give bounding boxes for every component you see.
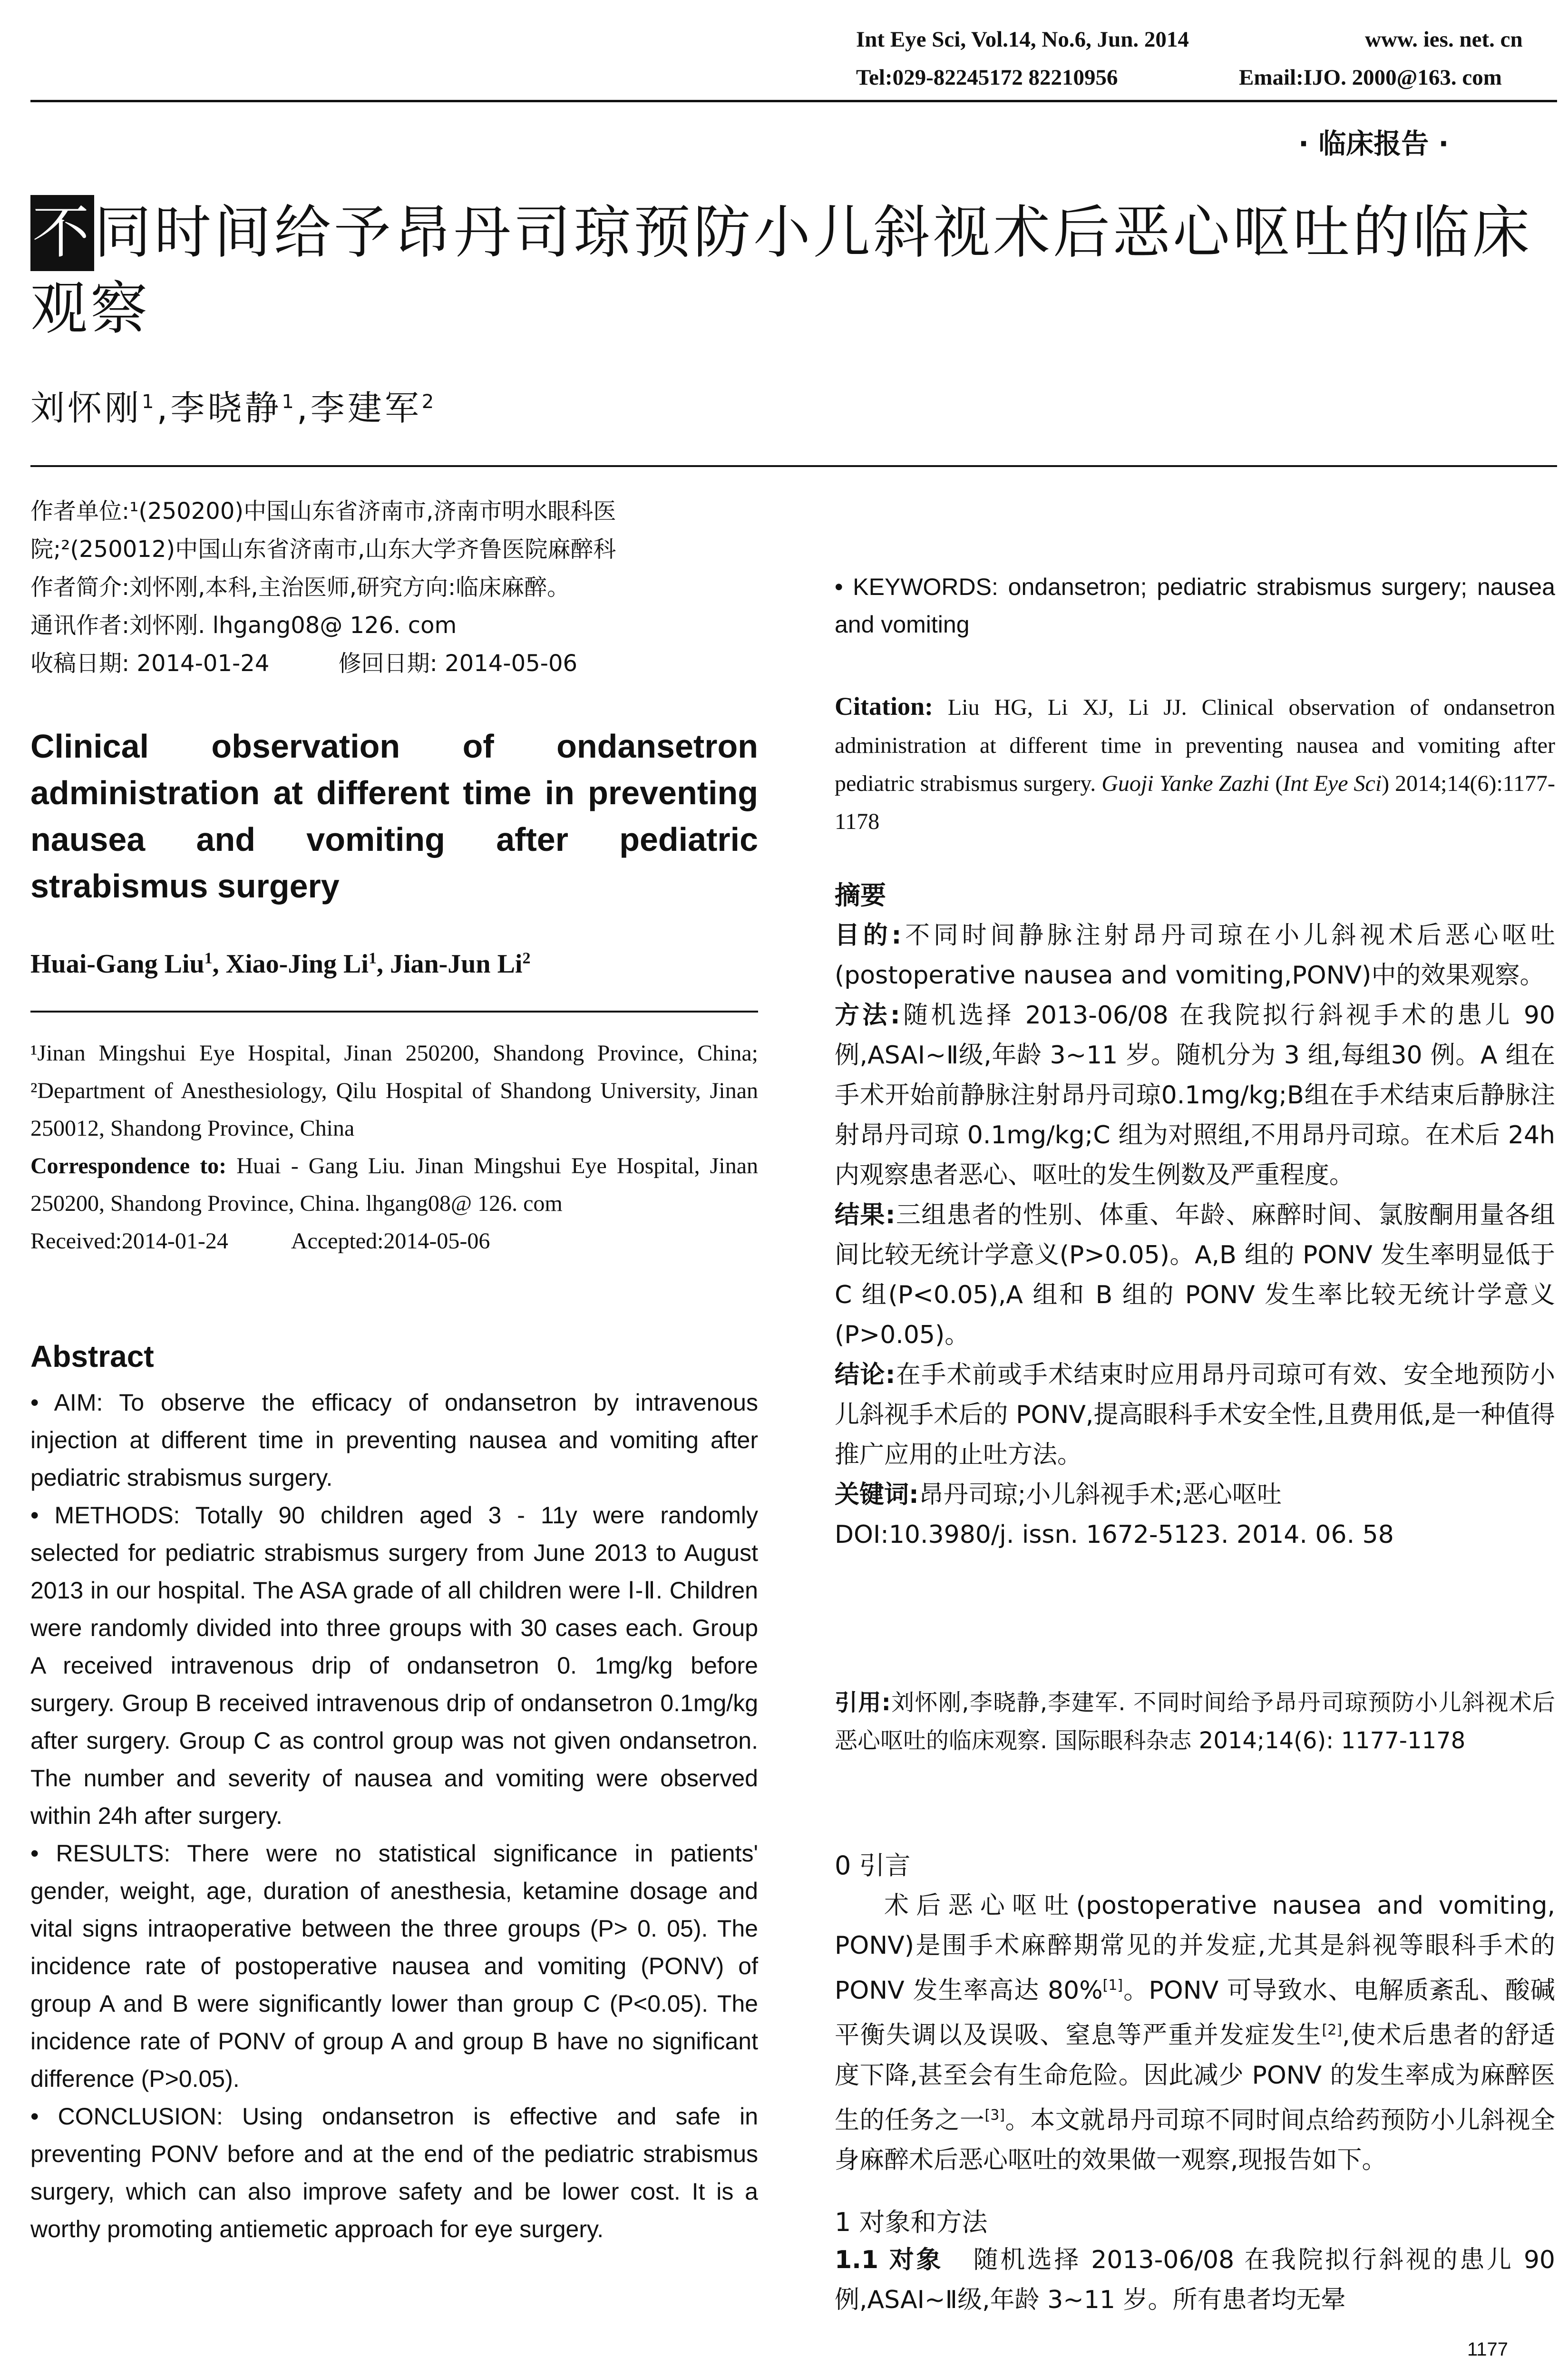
author-unit-line1: 作者单位:¹(250200)中国山东省济南市,济南市明水眼科医 <box>30 498 616 525</box>
ref-2: [2] <box>1322 2022 1343 2039</box>
abstract-cn-keywords-label: 关键词: <box>835 1481 919 1509</box>
intro-text-2: 。PONV 可导致水、电解质紊乱、酸碱平衡失调以及误吸、窒息等严重并发症发生 <box>835 1976 1555 2050</box>
author-en-3: Jian-Jun Li <box>390 949 523 979</box>
correspondence <box>30 1147 758 1222</box>
abstract-cn-aim-label: 目的: <box>835 921 902 950</box>
page-number: 1177 <box>1467 2339 1509 2360</box>
dates-en <box>30 1222 758 1260</box>
author-3-sup: 2 <box>421 391 437 413</box>
received-date-cn: 收稿日期: 2014-01-24 <box>30 650 270 677</box>
abstract-cn-aim <box>835 916 1555 995</box>
intro-paragraph <box>835 1886 1555 2180</box>
abstract-cn-results-text: 三组患者的性别、体重、年龄、麻醉时间、氯胺酮用量各组间比较无统计学意义(P>0.05)。A,B 组的 PONV 发生率明显低于 C 组(P<0.05),A 组和 B 组的 PONV 发生率比较无统计学意义(P>0.05)。 <box>835 1201 1555 1349</box>
citation-cn-text: 刘怀刚,李晓静,李建军. 不同时间给予昂丹司琼预防小儿斜视术后恶心呕吐的临床观察. 国际眼科杂志 2014;14(6): 1177-1178 <box>835 1689 1555 1754</box>
correspondence-label: Correspondence to: <box>30 1153 227 1179</box>
abstract-heading: Abstract <box>30 1339 154 1374</box>
received-date-en: Received:2014-01-24 <box>30 1228 228 1254</box>
author-en-1-sup: 1 <box>204 949 213 967</box>
citation-cn <box>835 1684 1555 1760</box>
abstract-cn-methods <box>835 995 1555 1195</box>
abstract-cn <box>835 916 1555 1555</box>
author-sep: , <box>296 388 311 428</box>
author-1: 刘怀刚 <box>30 388 142 428</box>
abstract-cn-methods-text: 随机选择 2013-06/08 在我院拟行斜视手术的患儿 90 例,ASAⅠ~Ⅱ级,年龄 3~11 岁。随机分为 3 组,每组30 例。A 组在手术开始前静脉注射昂丹司琼0.1mg/kg;B组在手术结束后静脉注射昂丹司琼 0.1mg/kg;C 组为对照组,不用昂丹司琼。在术后 24h 内观察患者恶心、呕吐的发生例数及严重程度。 <box>835 1001 1556 1189</box>
ref-3: [3] <box>984 2106 1005 2124</box>
abstract-cn-conclusion-text: 在手术前或手术结束时应用昂丹司琼可有效、安全地预防小儿斜视手术后的 PONV,提高眼科手术安全性,且费用低,是一种值得推广应用的止吐方法。 <box>835 1361 1555 1469</box>
intro-text-4: 。本文就昂丹司琼不同时间点给药预防小儿斜视全身麻醉术后恶心呕吐的效果做一观察,现报告如下。 <box>835 2105 1555 2174</box>
abstract-en <box>30 1384 758 2248</box>
intro-heading: 0 引言 <box>835 1851 911 1880</box>
abstract-cn-methods-label: 方法: <box>835 1001 900 1030</box>
article-title-cn <box>30 195 1552 347</box>
citation-text: Liu HG, Li XJ, Li JJ. Clinical observation of ondansetron administration at different time in preventing nausea and vomiting after pediatric strabismus surgery. <box>835 695 1555 796</box>
affiliation-en <box>30 1034 758 1260</box>
author-unit-line2: 院;²(250012)中国山东省济南市,山东大学齐鲁医院麻醉科 <box>30 536 616 563</box>
subjects-text: 随机选择 2013-06/08 在我院拟行斜视的患儿 90 例,ASAⅠ~Ⅱ级,年龄 3~11 岁。所有患者均无晕 <box>835 2246 1555 2314</box>
dates-cn <box>30 644 758 682</box>
author-en-2-sup: 1 <box>368 949 377 967</box>
abstract-aim: • AIM: To observe the efficacy of ondansetron by intravenous injection at different time in preventing nausea and vomiting after pediatric strabismus surgery. <box>30 1389 758 1491</box>
author-2-sup: 1 <box>282 391 297 413</box>
abstract-cn-conclusion <box>835 1355 1555 1475</box>
author-en-3-sup: 2 <box>522 949 531 967</box>
citation-journal: Guoji Yanke Zazhi <box>1101 771 1270 796</box>
citation-tail: ) 2014;14(6):1177-1178 <box>835 771 1556 834</box>
author-en-1: Huai-Gang Liu <box>30 949 205 979</box>
intro-text-3: ,使术后患者的舒适度下降,甚至会有生命危险。因此减少 PONV 的发生率成为麻醉医生的任务之一 <box>835 2021 1555 2134</box>
subjects-section <box>835 2240 1555 2320</box>
citation-cn-label: 引用: <box>835 1689 891 1716</box>
keywords-en-block <box>835 568 1555 643</box>
author-info-cn <box>30 492 758 682</box>
authors-en: Huai-Gang Liu$^1$, Xiao-Jing Li$^1$, Jian-Jun Li$^2$ <box>30 949 531 979</box>
abstract-cn-results-label: 结果: <box>835 1201 896 1229</box>
accepted-date-en: Accepted:2014-05-06 <box>291 1228 490 1254</box>
title-rest: 同时间给予昂丹司琼预防小儿斜视术后恶心呕吐的临床观察 <box>30 200 1532 342</box>
correspondence-text: Huai - Gang Liu. Jinan Mingshui Eye Hospital, Jinan 250200, Shandong Province, China. lhgang08@ 126. com <box>30 1153 758 1216</box>
affiliation-rule <box>30 1011 758 1013</box>
abstract-keywords: • KEYWORDS: ondansetron; pediatric strabismus surgery; nausea and vomiting <box>835 574 1555 638</box>
methods-heading: 1 对象和方法 <box>835 2207 988 2237</box>
citation-journal-short: Int Eye Sci <box>1283 771 1382 796</box>
abstract-methods: • METHODS: Totally 90 children aged 3 - 11y were randomly selected for pediatric strabismus surgery from June 2013 to August 2013 in our hospital. The ASA grade of all children were Ⅰ-Ⅱ. Children were randomly divided into three groups with 30 cases each. Group A received intravenous drip of ondansetron 0. 1mg/kg before surgery. Group B received intravenous drip of ondansetron 0.1mg/kg after surgery. Group C as control group was not given ondansetron. The number and severity of nausea and vomiting were observed within 24h after surgery. <box>30 1502 758 1829</box>
intro-body <box>835 1886 1555 2180</box>
author-bio: 作者简介:刘怀刚,本科,主治医师,研究方向:临床麻醉。 <box>30 574 570 601</box>
subjects-heading: 1.1 对象 <box>835 2246 944 2274</box>
ref-1: [1] <box>1102 1977 1123 1994</box>
intro-text-1: 术后恶心呕吐(postoperative nausea and vomiting, PONV)是围手术麻醉期常见的并发症,尤其是斜视等眼科手术的 PONV 发生率高达 80% <box>835 1891 1555 2005</box>
affiliation-text: ¹Jinan Mingshui Eye Hospital, Jinan 250200, Shandong Province, China; ²Department of Anesthesiology, Qilu Hospital of Shandong University, Jinan 250012, Shandong Province, China <box>30 1041 758 1141</box>
citation-label: Citation: <box>835 692 933 721</box>
corresponding-author: 通讯作者:刘怀刚. lhgang08@ 126. com <box>30 612 457 639</box>
abstract-conclusion: • CONCLUSION: Using ondansetron is effective and safe in preventing PONV before and at the end of the pediatric strabismus surgery, which can also improve safety and be lower cost. It is a worthy promoting antiemetic approach for eye surgery. <box>30 2103 758 2242</box>
doi: DOI:10.3980/j. issn. 1672-5123. 2014. 06. 58 <box>835 1520 1394 1549</box>
abstract-cn-results <box>835 1195 1555 1355</box>
citation-paren: ( <box>1269 771 1283 796</box>
abstract-results: • RESULTS: There were no statistical significance in patients' gender, weight, age, duration of anesthesia, ketamine dosage and vital signs intraoperative between the three groups (P> 0. 05). The incidence rate of postoperative nausea and vomiting (PONV) of group A and B were significantly lower than group C (P<0.05). The incidence rate of PONV of group A and group B have no significant difference (P>0.05). <box>30 1840 758 2092</box>
authors-rule <box>30 465 1557 467</box>
authors-cn <box>30 380 437 430</box>
section-label: · 临床报告 · <box>1298 127 1449 160</box>
abstract-cn-conclusion-label: 结论: <box>835 1361 896 1389</box>
abstract-cn-keywords <box>835 1475 1555 1515</box>
header-rule <box>30 100 1557 102</box>
citation-en <box>835 687 1555 841</box>
abstract-cn-keywords-text: 昂丹司琼;小儿斜视手术;恶心呕吐 <box>918 1481 1282 1509</box>
author-en-2: Xiao-Jing Li <box>225 949 369 979</box>
revised-date-cn: 修回日期: 2014-05-06 <box>338 650 578 677</box>
journal-citation-line: Int Eye Sci, Vol.14, No.6, Jun. 2014 <box>856 27 1189 52</box>
abstract-cn-aim-text: 不同时间静脉注射昂丹司琼在小儿斜视术后恶心呕吐(postoperative nausea and vomiting,PONV)中的效果观察。 <box>835 921 1555 990</box>
author-1-sup: 1 <box>142 391 157 413</box>
abstract-cn-heading: 摘要 <box>835 880 886 910</box>
author-2: 李晓静 <box>170 388 282 428</box>
author-3: 李建军 <box>310 388 422 428</box>
journal-email: Email:IJO. 2000@163. com <box>1239 65 1502 90</box>
title-first-char: 不 <box>30 195 94 271</box>
article-title-en: Clinical observation of ondansetron administration at different time in preventing nausea and vomiting after pediatric strabismus surgery <box>30 728 758 905</box>
author-sep: , <box>156 388 171 428</box>
journal-tel: Tel:029-82245172 82210956 <box>856 65 1118 90</box>
journal-website: www. ies. net. cn <box>1365 27 1523 52</box>
